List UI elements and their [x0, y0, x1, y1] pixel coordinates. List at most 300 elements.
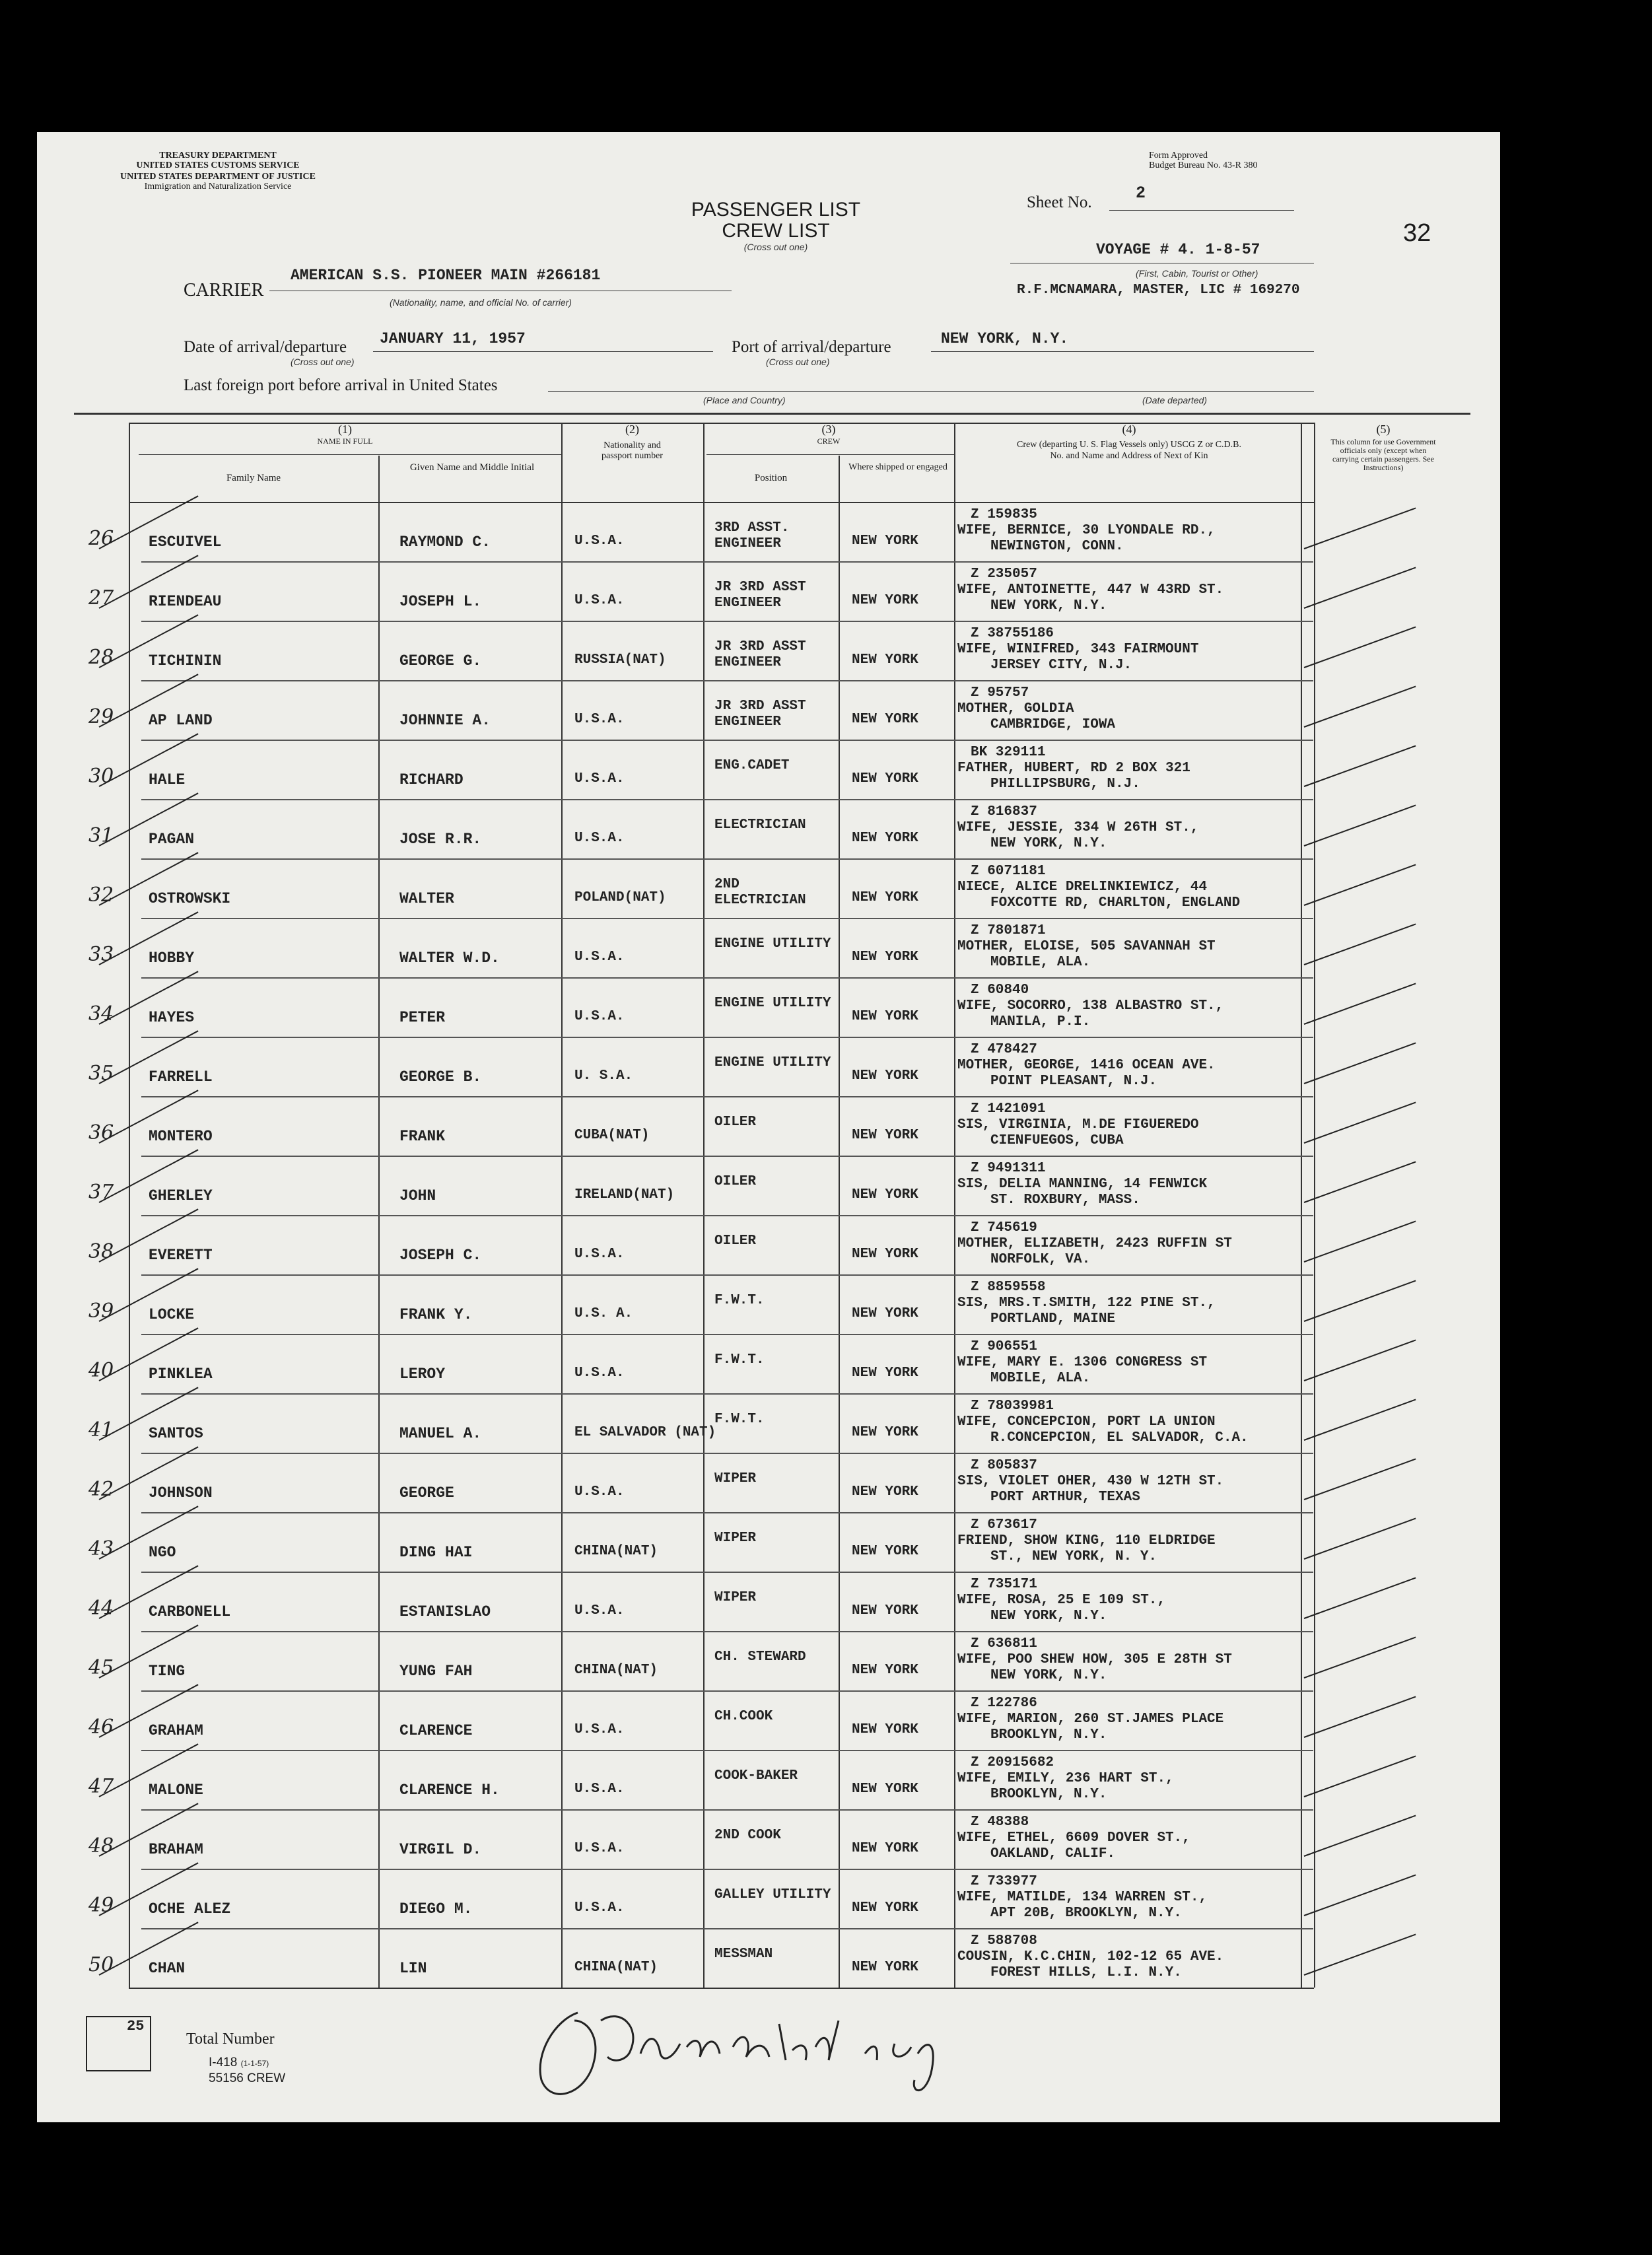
z-number: Z 159835	[971, 507, 1037, 522]
given-name: DIEGO M.	[399, 1900, 473, 1918]
given-name: YUNG FAH	[399, 1663, 473, 1680]
nationality: U.S.A.	[574, 1603, 625, 1618]
z-number: Z 805837	[971, 1458, 1037, 1473]
nationality: U.S.A.	[574, 1484, 625, 1500]
agency-line: Immigration and Naturalization Service	[144, 182, 292, 191]
given-name: CLARENCE	[399, 1722, 473, 1739]
family-name: TICHININ	[149, 652, 222, 670]
position: F.W.T.	[714, 1293, 765, 1308]
row-number: 36	[88, 1121, 114, 1144]
date-label: Date of arrival/departure	[184, 338, 347, 356]
row-number: 35	[88, 1062, 114, 1085]
nationality: IRELAND(NAT)	[574, 1187, 675, 1202]
next-of-kin-line2: BROOKLYN, N.Y.	[990, 1787, 1107, 1802]
position: OILER	[714, 1233, 757, 1249]
next-of-kin-line1: WIFE, MARY E. 1306 CONGRESS ST	[957, 1355, 1208, 1370]
col4-title: Crew (departing U. S. Flag Vessels only) USCG Z or C.D.B. No. and Name and Address of Next of Kin	[1016, 440, 1241, 461]
row-number: 49	[88, 1894, 114, 1917]
shipped-engaged: NEW YORK	[852, 593, 918, 608]
given-name: JOSE R.R.	[399, 831, 482, 848]
given-name: ESTANISLAO	[399, 1603, 491, 1620]
carrier-value: AMERICAN S.S. PIONEER MAIN #266181	[291, 267, 601, 284]
shipped-engaged: NEW YORK	[852, 1841, 918, 1856]
family-name: ESCUIVEL	[149, 534, 222, 551]
family-name: CARBONELL	[149, 1603, 231, 1620]
port-value: NEW YORK, N.Y.	[941, 330, 1069, 347]
given-name: FRANK Y.	[399, 1306, 473, 1323]
position: ENG.CADET	[714, 758, 790, 773]
agency-header-2	[73, 172, 363, 191]
next-of-kin-line2: POINT PLEASANT, N.J.	[990, 1074, 1157, 1089]
given-name: LEROY	[399, 1366, 446, 1383]
given-name: CLARENCE H.	[399, 1782, 500, 1799]
next-of-kin-line2: NEW YORK, N.Y.	[990, 1668, 1107, 1683]
shipped-engaged: NEW YORK	[852, 1187, 918, 1202]
row-divider	[141, 1750, 1313, 1751]
next-of-kin-line2: NORFOLK, VA.	[990, 1252, 1091, 1267]
row-number: 40	[88, 1359, 114, 1382]
next-of-kin-line1: MOTHER, GEORGE, 1416 OCEAN AVE.	[957, 1058, 1216, 1073]
next-of-kin-line2: ST., NEW YORK, N. Y.	[990, 1549, 1157, 1564]
form-number: I-418	[209, 2056, 238, 2069]
shipped-engaged: NEW YORK	[852, 1425, 918, 1440]
next-of-kin-line2: ST. ROXBURY, MASS.	[990, 1193, 1140, 1208]
row-divider	[141, 680, 1313, 681]
next-of-kin-line2: OAKLAND, CALIF.	[990, 1846, 1116, 1861]
position: COOK-BAKER	[714, 1768, 798, 1784]
nationality: U.S.A.	[574, 831, 625, 846]
given-name: WALTER W.D.	[399, 950, 500, 967]
z-number: Z 745619	[971, 1220, 1037, 1235]
nationality: U.S.A.	[574, 1900, 625, 1916]
row-number: 44	[88, 1597, 114, 1620]
given-name: DING HAI	[399, 1544, 473, 1561]
row-divider	[141, 858, 1313, 860]
row-number: 43	[88, 1537, 114, 1560]
next-of-kin-line2: NEW YORK, N.Y.	[990, 598, 1107, 613]
shipped-header: Where shipped or engaged	[848, 462, 947, 472]
given-name: RAYMOND C.	[399, 534, 491, 551]
carrier-label: CARRIER	[184, 280, 264, 300]
family-name: CHAN	[149, 1960, 186, 1977]
shipped-engaged: NEW YORK	[852, 1484, 918, 1500]
nationality: U.S. A.	[574, 1306, 633, 1321]
nationality: U.S.A.	[574, 1366, 625, 1381]
given-name: PETER	[399, 1009, 446, 1026]
form-number-line	[209, 2056, 269, 2070]
row-number: 37	[88, 1181, 114, 1204]
z-number: Z 906551	[971, 1339, 1037, 1354]
row-number: 45	[88, 1656, 114, 1679]
family-name: FARRELL	[149, 1068, 213, 1086]
shipped-engaged: NEW YORK	[852, 1603, 918, 1618]
given-name: GEORGE G.	[399, 652, 482, 670]
given-name: GEORGE B.	[399, 1068, 482, 1086]
row-number: 27	[88, 586, 114, 609]
agency-line: UNITED STATES CUSTOMS SERVICE	[136, 160, 300, 170]
col3-title: CREW	[817, 436, 841, 446]
shipped-engaged: NEW YORK	[852, 1960, 918, 1975]
nationality: U. S.A.	[574, 1068, 633, 1084]
row-number: 42	[88, 1478, 114, 1501]
total-label: Total Number	[186, 2030, 275, 2048]
position: WIPER	[714, 1590, 757, 1605]
next-of-kin-line1: WIFE, ROSA, 25 E 109 ST.,	[957, 1593, 1166, 1608]
given-name: VIRGIL D.	[399, 1841, 482, 1858]
port-label: Port of arrival/departure	[732, 338, 891, 356]
next-of-kin-line2: JERSEY CITY, N.J.	[990, 658, 1132, 673]
row-number: 31	[88, 824, 114, 847]
voyage-value: VOYAGE # 4. 1-8-57	[1096, 241, 1260, 258]
next-of-kin-line1: WIFE, MARION, 260 ST.JAMES PLACE	[957, 1712, 1224, 1727]
given-name: RICHARD	[399, 771, 464, 788]
next-of-kin-line1: MOTHER, ELIZABETH, 2423 RUFFIN ST	[957, 1236, 1232, 1251]
position: OILER	[714, 1115, 757, 1130]
nationality: U.S.A.	[574, 712, 625, 727]
nationality: RUSSIA(NAT)	[574, 652, 666, 668]
next-of-kin-line1: WIFE, MATILDE, 134 WARREN ST.,	[957, 1890, 1208, 1905]
row-number: 39	[88, 1300, 114, 1323]
next-of-kin-line2: APT 20B, BROOKLYN, N.Y.	[990, 1906, 1182, 1921]
next-of-kin-line2: CIENFUEGOS, CUBA	[990, 1133, 1124, 1148]
position: ENGINE UTILITY	[714, 936, 831, 952]
col1-title: NAME IN FULL	[317, 436, 373, 446]
family-name: RIENDEAU	[149, 593, 222, 610]
next-of-kin-line1: WIFE, POO SHEW HOW, 305 E 28TH ST	[957, 1652, 1232, 1667]
agency-line: TREASURY DEPARTMENT	[159, 151, 277, 160]
z-number: Z 673617	[971, 1517, 1037, 1533]
form-edition: (1-1-57)	[240, 2059, 269, 2068]
port-cross-out: (Cross out one)	[766, 357, 830, 367]
row-divider	[141, 1215, 1313, 1216]
family-name: HALE	[149, 771, 186, 788]
z-number: Z 48388	[971, 1815, 1029, 1830]
col5-header	[1317, 423, 1449, 472]
date-departed-caption: (Date departed)	[1142, 395, 1208, 405]
col2-header	[565, 423, 700, 462]
next-of-kin-line2: PORT ARTHUR, TEXAS	[990, 1490, 1140, 1505]
budget-bureau-label: Budget Bureau No. 43-R 380	[1149, 160, 1258, 170]
agency-line: UNITED STATES DEPARTMENT OF JUSTICE	[120, 172, 316, 182]
given-name: WALTER	[399, 890, 454, 907]
master-value: R.F.MCNAMARA, MASTER, LIC # 169270	[1017, 283, 1300, 298]
next-of-kin-line2: FOXCOTTE RD, CHARLTON, ENGLAND	[990, 895, 1241, 911]
given-name: JOSEPH L.	[399, 593, 482, 610]
col3-header	[703, 423, 954, 446]
given-name: JOHNNIE A.	[399, 712, 491, 729]
nationality: U.S.A.	[574, 1841, 625, 1856]
row-divider	[141, 799, 1313, 800]
shipped-engaged: NEW YORK	[852, 1128, 918, 1143]
next-of-kin-line1: SIS, DELIA MANNING, 14 FENWICK	[957, 1177, 1208, 1192]
agency-header	[135, 151, 300, 170]
date-value: JANUARY 11, 1957	[380, 330, 526, 347]
next-of-kin-line1: WIFE, EMILY, 236 HART ST.,	[957, 1771, 1174, 1786]
family-name: MALONE	[149, 1782, 203, 1799]
position: WIPER	[714, 1471, 757, 1486]
position: 2ND COOK	[714, 1828, 781, 1843]
row-divider	[141, 1334, 1313, 1335]
shipped-engaged: NEW YORK	[852, 652, 918, 668]
family-name: HAYES	[149, 1009, 195, 1026]
next-of-kin-line1: SIS, VIRGINIA, M.DE FIGUEREDO	[957, 1117, 1199, 1132]
family-name: BRAHAM	[149, 1841, 203, 1858]
nationality: CUBA(NAT)	[574, 1128, 650, 1143]
position: 3RD ASST. ENGINEER	[714, 520, 790, 551]
row-divider	[141, 1631, 1313, 1632]
position: JR 3RD ASST ENGINEER	[714, 580, 806, 611]
nationality: EL SALVADOR (NAT)	[574, 1425, 716, 1440]
col1-number: (1)	[338, 423, 352, 436]
row-divider	[141, 1809, 1313, 1811]
next-of-kin-line2: MOBILE, ALA.	[990, 1371, 1091, 1386]
row-number: 46	[88, 1716, 114, 1739]
next-of-kin-line1: WIFE, ETHEL, 6609 DOVER ST.,	[957, 1830, 1190, 1846]
shipped-engaged: NEW YORK	[852, 1544, 918, 1559]
date-cross-out: (Cross out one)	[291, 357, 355, 367]
row-divider	[141, 1393, 1313, 1395]
given-name: LIN	[399, 1960, 427, 1977]
given-name-header: Given Name and Middle Initial	[409, 462, 535, 473]
family-name: PAGAN	[149, 831, 195, 848]
position: WIPER	[714, 1531, 757, 1546]
nationality: U.S.A.	[574, 1247, 625, 1262]
z-number: Z 1421091	[971, 1101, 1046, 1117]
row-divider	[141, 1869, 1313, 1870]
nationality: U.S.A.	[574, 593, 625, 608]
position: 2ND ELECTRICIAN	[714, 877, 806, 908]
col2-title: Nationality and passport number	[602, 440, 663, 461]
z-number: Z 8859558	[971, 1280, 1046, 1295]
list-title	[660, 199, 891, 252]
row-divider	[141, 1512, 1313, 1513]
row-number: 30	[88, 765, 114, 788]
crew-list-title: CREW LIST	[722, 220, 830, 242]
sheet-label: Sheet No.	[1027, 193, 1092, 211]
family-name: PINKLEA	[149, 1366, 213, 1383]
col1-header	[129, 423, 561, 446]
z-number: Z 478427	[971, 1042, 1037, 1057]
nationality: U.S.A.	[574, 1009, 625, 1024]
row-divider	[141, 977, 1313, 979]
next-of-kin-line1: MOTHER, GOLDIA	[957, 701, 1074, 716]
position: GALLEY UTILITY	[714, 1887, 831, 1902]
shipped-engaged: NEW YORK	[852, 712, 918, 727]
z-number: Z 235057	[971, 567, 1037, 582]
col5-title: This column for use Government officials only (except when carrying certain passengers. See Instructions)	[1330, 437, 1436, 472]
next-of-kin-line1: WIFE, SOCORRO, 138 ALBASTRO ST.,	[957, 998, 1224, 1014]
row-divider	[141, 561, 1313, 563]
inspector-signature	[515, 1981, 997, 2113]
row-divider	[141, 1572, 1313, 1573]
shipped-engaged: NEW YORK	[852, 1663, 918, 1678]
col5-number: (5)	[1376, 423, 1391, 436]
row-number: 34	[88, 1002, 114, 1025]
family-name: GRAHAM	[149, 1722, 203, 1739]
row-number: 33	[88, 943, 114, 966]
shipped-engaged: NEW YORK	[852, 1782, 918, 1797]
position: MESSMAN	[714, 1947, 773, 1962]
z-number: Z 735171	[971, 1577, 1037, 1592]
next-of-kin-line2: NEWINGTON, CONN.	[990, 539, 1124, 554]
next-of-kin-line1: WIFE, BERNICE, 30 LYONDALE RD.,	[957, 523, 1216, 538]
next-of-kin-line2: NEW YORK, N.Y.	[990, 836, 1107, 851]
row-number: 47	[88, 1775, 114, 1798]
position: ENGINE UTILITY	[714, 1055, 831, 1070]
position: ELECTRICIAN	[714, 817, 806, 833]
z-number: Z 9491311	[971, 1161, 1046, 1176]
cross-out-note: (Cross out one)	[743, 242, 808, 252]
position: ENGINE UTILITY	[714, 996, 831, 1011]
col4-number: (4)	[1122, 423, 1136, 436]
next-of-kin-line1: SIS, VIOLET OHER, 430 W 12TH ST.	[957, 1474, 1224, 1489]
row-number: 38	[88, 1240, 114, 1263]
row-divider	[141, 1928, 1313, 1929]
shipped-engaged: NEW YORK	[852, 1366, 918, 1381]
next-of-kin-line1: WIFE, JESSIE, 334 W 26TH ST.,	[957, 820, 1199, 835]
z-number: Z 588708	[971, 1933, 1037, 1949]
family-name: SANTOS	[149, 1425, 203, 1442]
position: JR 3RD ASST ENGINEER	[714, 639, 806, 670]
family-name: TING	[149, 1663, 186, 1680]
z-number: Z 816837	[971, 804, 1037, 819]
form-approved	[1149, 151, 1257, 170]
position-header: Position	[754, 473, 788, 483]
z-number: BK 329111	[971, 745, 1046, 760]
family-name: AP LAND	[149, 712, 213, 729]
z-number: Z 78039981	[971, 1399, 1054, 1414]
shipped-engaged: NEW YORK	[852, 1722, 918, 1737]
next-of-kin-line1: FRIEND, SHOW KING, 110 ELDRIDGE	[957, 1533, 1216, 1548]
next-of-kin-line2: MANILA, P.I.	[990, 1014, 1091, 1029]
carrier-caption: (Nationality, name, and official No. of carrier)	[390, 297, 572, 308]
nationality: U.S.A.	[574, 1782, 625, 1797]
family-name: HOBBY	[149, 950, 195, 967]
z-number: Z 636811	[971, 1636, 1037, 1651]
family-name: OSTROWSKI	[149, 890, 231, 907]
given-name: JOSEPH C.	[399, 1247, 482, 1264]
row-divider	[141, 1453, 1313, 1454]
z-number: Z 7801871	[971, 923, 1046, 938]
position: OILER	[714, 1174, 757, 1189]
given-name: GEORGE	[399, 1484, 454, 1502]
shipped-engaged: NEW YORK	[852, 950, 918, 965]
next-of-kin-line1: FATHER, HUBERT, RD 2 BOX 321	[957, 761, 1190, 776]
total-count: 25	[127, 2018, 145, 2034]
family-name: GHERLEY	[149, 1187, 213, 1204]
given-name: FRANK	[399, 1128, 446, 1145]
shipped-engaged: NEW YORK	[852, 1009, 918, 1024]
next-of-kin-line1: MOTHER, ELOISE, 505 SAVANNAH ST	[957, 939, 1216, 954]
page-number: 32	[1403, 219, 1431, 247]
next-of-kin-line1: WIFE, WINIFRED, 343 FAIRMOUNT	[957, 642, 1199, 657]
next-of-kin-line2: BROOKLYN, N.Y.	[990, 1727, 1107, 1743]
row-number: 48	[88, 1834, 114, 1857]
row-number: 50	[88, 1953, 114, 1976]
row-number: 28	[88, 646, 114, 669]
row-divider	[141, 1096, 1313, 1097]
sheet-number: 2	[1136, 184, 1146, 203]
next-of-kin-line2: FOREST HILLS, L.I. N.Y.	[990, 1965, 1182, 1980]
row-divider	[141, 918, 1313, 919]
nationality: CHINA(NAT)	[574, 1544, 658, 1559]
next-of-kin-line2: CAMBRIDGE, IOWA	[990, 717, 1116, 732]
next-of-kin-line2: PORTLAND, MAINE	[990, 1311, 1116, 1327]
next-of-kin-line1: WIFE, ANTOINETTE, 447 W 43RD ST.	[957, 582, 1224, 598]
row-divider	[141, 621, 1313, 622]
shipped-engaged: NEW YORK	[852, 771, 918, 786]
col3-number: (3)	[821, 423, 836, 436]
form-approved-label: Form Approved	[1149, 151, 1208, 160]
next-of-kin-line1: WIFE, CONCEPCION, PORT LA UNION	[957, 1414, 1216, 1430]
next-of-kin-line1: NIECE, ALICE DRELINKIEWICZ, 44	[957, 880, 1208, 895]
row-number: 26	[88, 527, 114, 550]
next-of-kin-line2: PHILLIPSBURG, N.J.	[990, 777, 1140, 792]
nationality: U.S.A.	[574, 534, 625, 549]
shipped-engaged: NEW YORK	[852, 1068, 918, 1084]
shipped-engaged: NEW YORK	[852, 831, 918, 846]
passenger-list-title: PASSENGER LIST	[691, 199, 861, 221]
z-number: Z 38755186	[971, 626, 1054, 641]
z-number: Z 733977	[971, 1874, 1037, 1889]
position: JR 3RD ASST ENGINEER	[714, 699, 806, 730]
row-divider	[141, 1690, 1313, 1692]
shipped-engaged: NEW YORK	[852, 1247, 918, 1262]
nationality: U.S.A.	[574, 771, 625, 786]
row-number: 32	[88, 884, 114, 907]
position: F.W.T.	[714, 1352, 765, 1368]
form-crew-number: 55156 CREW	[209, 2071, 286, 2085]
last-port-label: Last foreign port before arrival in United States	[184, 376, 498, 394]
nationality: U.S.A.	[574, 950, 625, 965]
row-divider	[141, 1037, 1313, 1038]
family-name: LOCKE	[149, 1306, 195, 1323]
z-number: Z 60840	[971, 983, 1029, 998]
family-name: MONTERO	[149, 1128, 213, 1145]
position: CH. STEWARD	[714, 1649, 806, 1665]
given-name: MANUEL A.	[399, 1425, 482, 1442]
row-divider	[141, 1274, 1313, 1276]
row-number: 29	[88, 705, 114, 728]
nationality: CHINA(NAT)	[574, 1960, 658, 1975]
next-of-kin-line1: SIS, MRS.T.SMITH, 122 PINE ST.,	[957, 1296, 1216, 1311]
z-number: Z 6071181	[971, 864, 1046, 879]
family-name: OCHE ALEZ	[149, 1900, 231, 1918]
shipped-engaged: NEW YORK	[852, 1900, 918, 1916]
row-number: 41	[88, 1418, 114, 1441]
shipped-engaged: NEW YORK	[852, 534, 918, 549]
place-caption: (Place and Country)	[703, 395, 786, 405]
next-of-kin-line2: R.CONCEPCION, EL SALVADOR, C.A.	[990, 1430, 1249, 1445]
family-name: JOHNSON	[149, 1484, 213, 1502]
next-of-kin-line2: MOBILE, ALA.	[990, 955, 1091, 970]
shipped-engaged: NEW YORK	[852, 890, 918, 905]
position: CH.COOK	[714, 1709, 773, 1724]
class-caption: (First, Cabin, Tourist or Other)	[1136, 268, 1258, 279]
position: F.W.T.	[714, 1412, 765, 1427]
row-divider	[141, 740, 1313, 741]
z-number: Z 95757	[971, 685, 1029, 701]
next-of-kin-line2: NEW YORK, N.Y.	[990, 1609, 1107, 1624]
next-of-kin-line1: COUSIN, K.C.CHIN, 102-12 65 AVE.	[957, 1949, 1224, 1964]
row-divider	[141, 1156, 1313, 1157]
given-name: JOHN	[399, 1187, 436, 1204]
z-number: Z 20915682	[971, 1755, 1054, 1770]
nationality: U.S.A.	[574, 1722, 625, 1737]
col4-header	[957, 423, 1301, 462]
col2-number: (2)	[625, 423, 639, 436]
nationality: CHINA(NAT)	[574, 1663, 658, 1678]
